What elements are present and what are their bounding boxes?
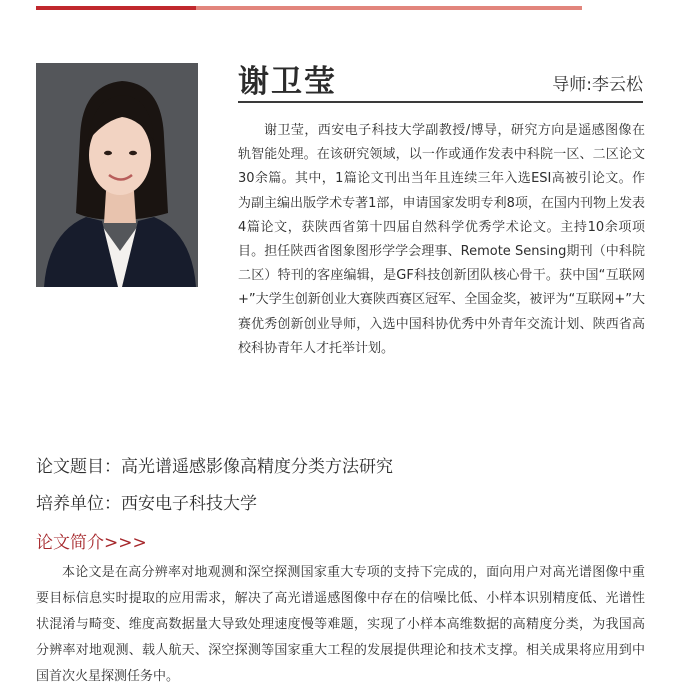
thesis-title-line: 论文题目：高光谱遥感影像高精度分类方法研究 — [36, 457, 393, 477]
bio-paragraph: 谢卫莹，西安电子科技大学副教授/博导，研究方向是遥感图像在轨智能处理。在该研究领域，以一作或通作发表中科院一区、二区论文30余篇。其中，1篇论文刊出当年且连续三年入选ESI高被引论文。作为副主编出版学术专著1部，申请国家发明专利8项，在国内刊物上发表4篇论文，获陕西省第十四届自然科学优秀学术论文。主持10余项项目。担任陕西省图象图形学学会理事、Remote Sensing期刊（中科院二区）特刊的客座编辑，是GF科技创新团队核心骨干。获中国“互联网+”大学生创新创业大赛陕西赛区冠军、全国金奖，被评为“互联网+”大赛优秀创新创业导师，入选中国科协优秀中外青年交流计划、陕西省高校科协青年人才托举计划。 — [238, 123, 645, 356]
thesis-intro-heading: 论文简介>>> — [36, 533, 147, 553]
portrait-photo — [36, 63, 198, 287]
thesis-summary-paragraph: 本论文是在高分辨率对地观测和深空探测国家重大专项的支持下完成的，面向用户对高光谱图像中重要目标信息实时提取的应用需求，解决了高光谱遥感图像中存在的信噪比低、小样本识别精度低、光谱性状混淆与畸变、维度高数据量大导致处理速度慢等难题，实现了小样本高维数据的高精度分类，为我国高分辨率对地观测、载人航天、深空探测等国家重大工程的发展提供理论和技术支撑。相关成果将应用到中国首次火星探测任务中。 — [36, 565, 645, 684]
top-accent-bar-dark — [36, 6, 196, 10]
advisor-label: 导师:李云松 — [552, 75, 643, 95]
training-unit-line: 培养单位：西安电子科技大学 — [36, 494, 257, 514]
person-name: 谢卫莹 — [238, 64, 337, 100]
name-divider — [238, 101, 643, 103]
top-accent-bar — [36, 6, 582, 10]
top-accent-bar-light — [196, 6, 582, 10]
